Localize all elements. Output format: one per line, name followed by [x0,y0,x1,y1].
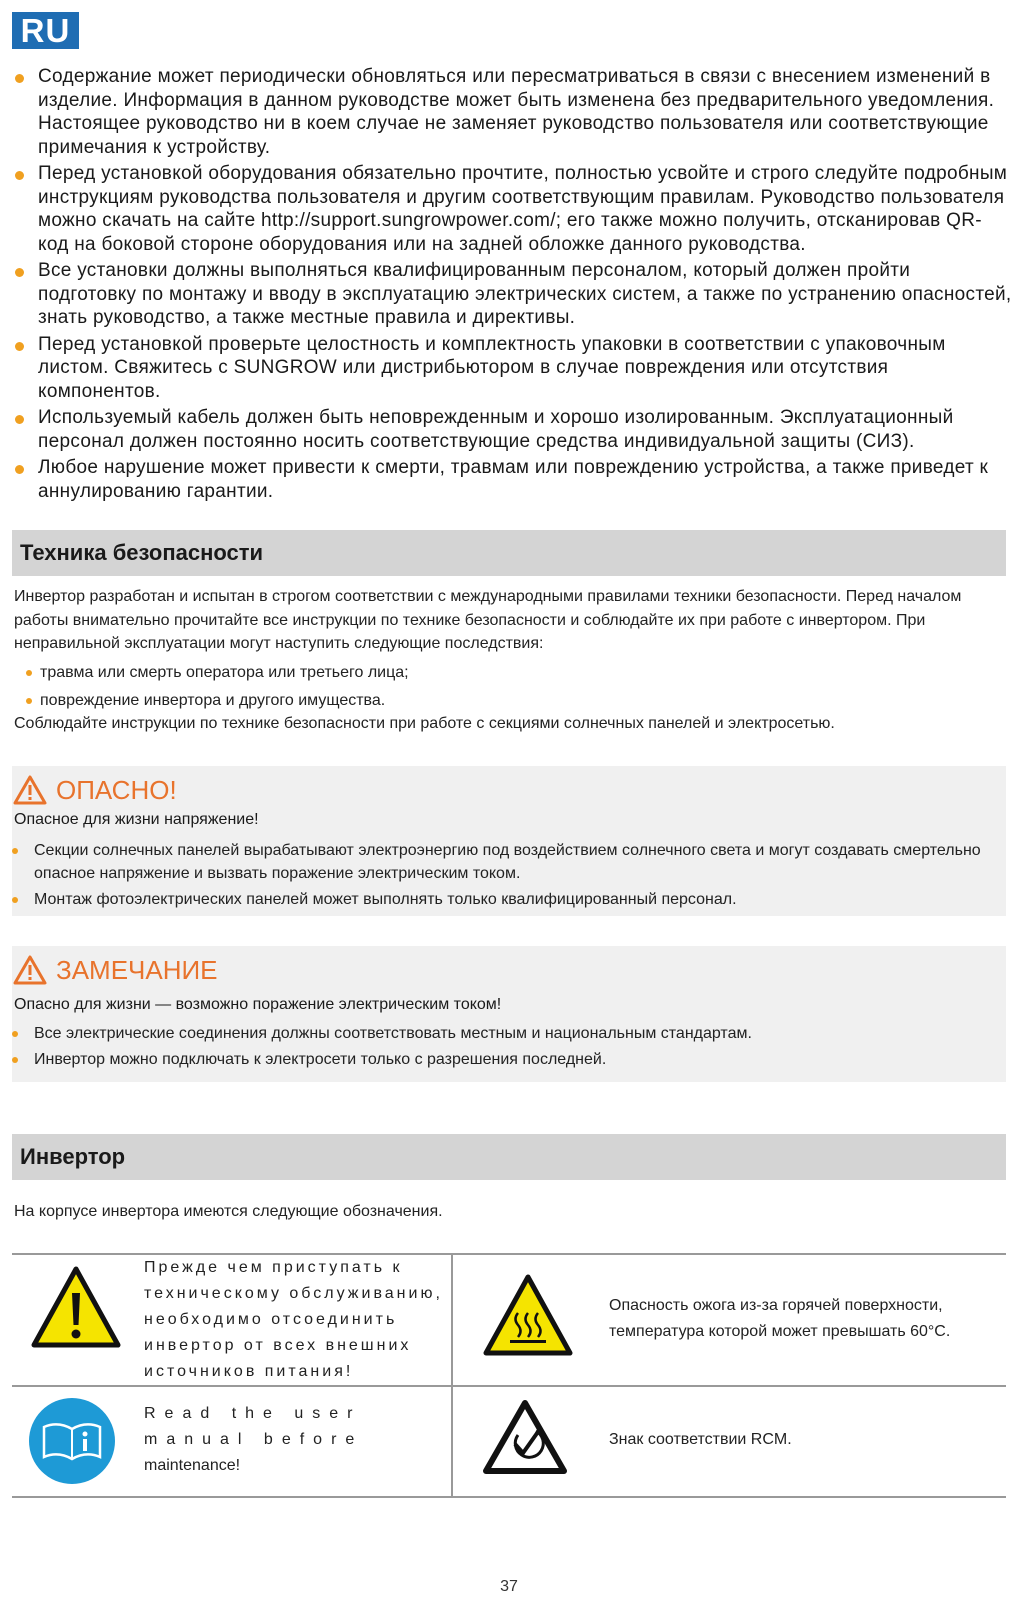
page-number: 37 [500,1578,518,1595]
inverter-intro: На корпусе инвертора имеются следующие обозначения. [14,1203,443,1220]
notice-list [12,1022,1006,1074]
notice-title-row [12,954,218,986]
notice-title: ЗАМЕЧАНИЕ [56,954,218,985]
danger-title-row [12,774,177,806]
language-badge: RU [12,12,79,49]
intro-bullet: Все установки должны выполняться квалифицированным персоналом, который должен пройти подготовку по монтажу и вводу в эксплуатацию электрических систем, а также по устранению опасностей, знать руководство, а также местные правила и директивы. [12,259,1012,330]
safety-consequence-item: повреждение инвертора и другого имущества. [14,689,1008,712]
inverter-heading: Инвертор [20,1144,126,1169]
warning-triangle-icon [12,954,48,986]
hot-surface-icon [482,1273,574,1357]
symbol-description: Опасность ожога из-за горячей поверхности, температура которой может превышать 60°C. [609,1297,951,1340]
symbol-description: Знак соответствии RCM. [609,1431,792,1448]
warning-triangle-icon [30,1265,122,1349]
symbol-table [12,1253,1006,1498]
safety-section-header [12,530,1006,576]
notice-item: Все электрические соединения должны соответствовать местным и национальным стандартам. [12,1022,1006,1045]
symbol-description: Прежде чем приступать к техническому обслуживанию, необходимо отсоединить инвертор от всех внешних источников питания! [144,1259,443,1380]
warning-triangle-icon [12,774,48,806]
safety-consequence-item: травма или смерть оператора или третьего лица; [14,661,1008,684]
intro-bullet-list [12,65,1012,506]
danger-item: Монтаж фотоэлектрических панелей может выполнять только квалифицированный персонал. [12,888,1006,911]
notice-subtitle: Опасно для жизни — возможно поражение электрическим током! [14,996,502,1013]
danger-item: Секции солнечных панелей вырабатывают электроэнергию под воздействием солнечного света и могут создавать смертельно опасное напряжение и вызвать поражение электрическим током. [12,839,1006,885]
notice-box [12,946,1006,1082]
intro-bullet: Перед установкой оборудования обязательно прочтите, полностью усвойте и строго следуйте подробным инструкциям руководства пользователя и другим соответствующим правилам. Руководство пользователя можно скачать на сайте http://support.sungrowpower.com/; его также можно получить, отсканировав QR-код на боковой стороне оборудования или на задней обложке данного руководства. [12,162,1012,256]
manual-info-icon [28,1397,116,1485]
danger-box [12,766,1006,916]
intro-bullet: Любое нарушение может привести к смерти, травмам или повреждению устройства, а также приведет к аннулированию гарантии. [12,456,1012,503]
intro-bullet: Используемый кабель должен быть неповрежденным и хорошо изолированным. Эксплуатационный персонал должен постоянно носить соответствующие средства индивидуальной защиты (СИЗ). [12,406,1012,453]
inverter-section-header [12,1134,1006,1180]
notice-item: Инвертор можно подключать к электросети только с разрешения последней. [12,1048,1006,1071]
safety-paragraph: Инвертор разработан и испытан в строгом соответствии с международными правилами техники безопасности. Перед началом работы внимательно прочитайте все инструкции по технике безопасности и соблюдайте их при работе с инвертором. При неправильной эксплуатации могут наступить следующие последствия: [14,588,962,652]
danger-subtitle: Опасное для жизни напряжение! [14,811,259,828]
intro-bullet: Перед установкой проверьте целостность и комплектность упаковки в соответствии с упаковочным листом. Свяжитесь с SUNGROW или дистрибьютором в случае повреждения или отсутствия компонентов. [12,333,1012,404]
rcm-mark-icon [482,1399,568,1475]
table-row [12,1255,1006,1385]
intro-bullet: Содержание может периодически обновляться или пересматриваться в связи с внесением изменений в изделие. Информация в данном руководстве может быть изменена без предварительного уведомления. Настоящее руководство ни в коем случае не заменяет руководство пользователя или соответствующие примечания к устройству. [12,65,1012,159]
danger-title: ОПАСНО! [56,774,177,805]
safety-heading: Техника безопасности [20,540,264,565]
safety-footer: Соблюдайте инструкции по технике безопасности при работе с секциями солнечных панелей и электросетью. [14,714,835,732]
symbol-description: Read the user manual before maintenance! [144,1405,364,1474]
table-row [12,1385,1006,1496]
safety-consequences-list [14,661,1008,712]
safety-body [14,585,1008,735]
danger-list [12,839,1006,914]
